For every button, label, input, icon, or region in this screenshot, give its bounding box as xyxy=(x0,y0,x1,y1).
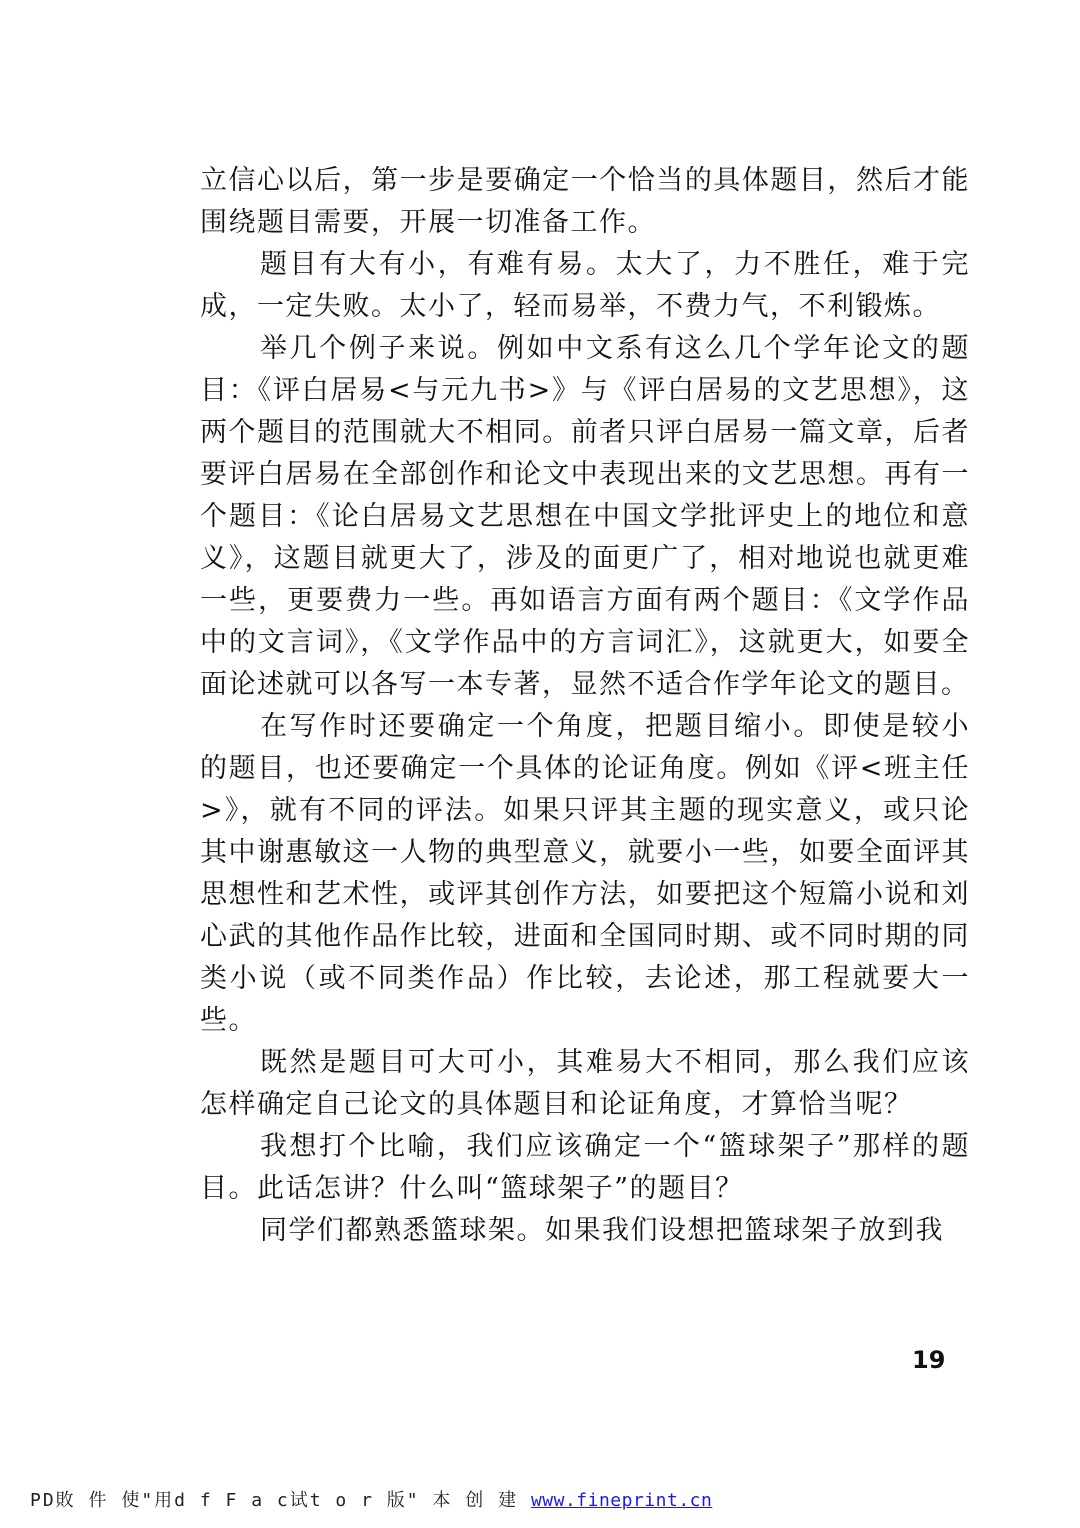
watermark-text: PD敗 件 使"用d f F a c试t o r 版" 本 创 建 xyxy=(30,1490,519,1511)
paragraph-4: 在写作时还要确定一个角度，把题目缩小。即使是较小的题目，也还要确定一个具体的论证角度。例如《评<班主任>》，就有不同的评法。如果只评其主题的现实意义，或只论其中谢惠敏这一人物的典型意义，就要小一些，如要全面评其思想性和艺术性，或评其创作方法，如要把这个短篇小说和刘心武的其他作品作比较，进面和全国同时期、或不同时期的同类小说（或不同类作品）作比较，去论述，那工程就要大一些。 xyxy=(200,711,970,1036)
watermark-link[interactable]: www.fineprint.cn xyxy=(530,1490,713,1511)
paragraph-2: 题目有大有小，有难有易。太大了，力不胜任，难于完成，一定失败。太小了，轻而易举，不费力气，不利锻炼。 xyxy=(200,249,970,322)
paragraph-1: 立信心以后，第一步是要确定一个恰当的具体题目，然后才能围绕题目需要，开展一切准备工作。 xyxy=(200,165,970,238)
paragraph-6: 我想打个比喻，我们应该确定一个“篮球架子”那样的题目。此话怎讲？什么叫“篮球架子”的题目？ xyxy=(200,1131,970,1204)
body-text xyxy=(200,160,970,1252)
pdf-watermark-footer xyxy=(30,1486,712,1512)
paragraph-7: 同学们都熟悉篮球架。如果我们设想把篮球架子放到我 xyxy=(260,1215,944,1246)
paragraph-5: 既然是题目可大可小，其难易大不相同，那么我们应该怎样确定自己论文的具体题目和论证角度，才算恰当呢？ xyxy=(200,1047,970,1120)
paragraph-3: 举几个例子来说。例如中文系有这么几个学年论文的题目：《评白居易<与元九书>》与《评白居易的文艺思想》，这两个题目的范围就大不相同。前者只评白居易一篇文章，后者要评白居易在全部创作和论文中表现出来的文艺思想。再有一个题目：《论白居易文艺思想在中国文学批评史上的地位和意义》，这题目就更大了，涉及的面更广了，相对地说也就更难一些，更要费力一些。再如语言方面有两个题目：《文学作品中的文言词》，《文学作品中的方言词汇》，这就更大，如要全面论述就可以各写一本专著，显然不适合作学年论文的题目。 xyxy=(200,333,970,700)
page-number: 19 xyxy=(912,1346,946,1374)
